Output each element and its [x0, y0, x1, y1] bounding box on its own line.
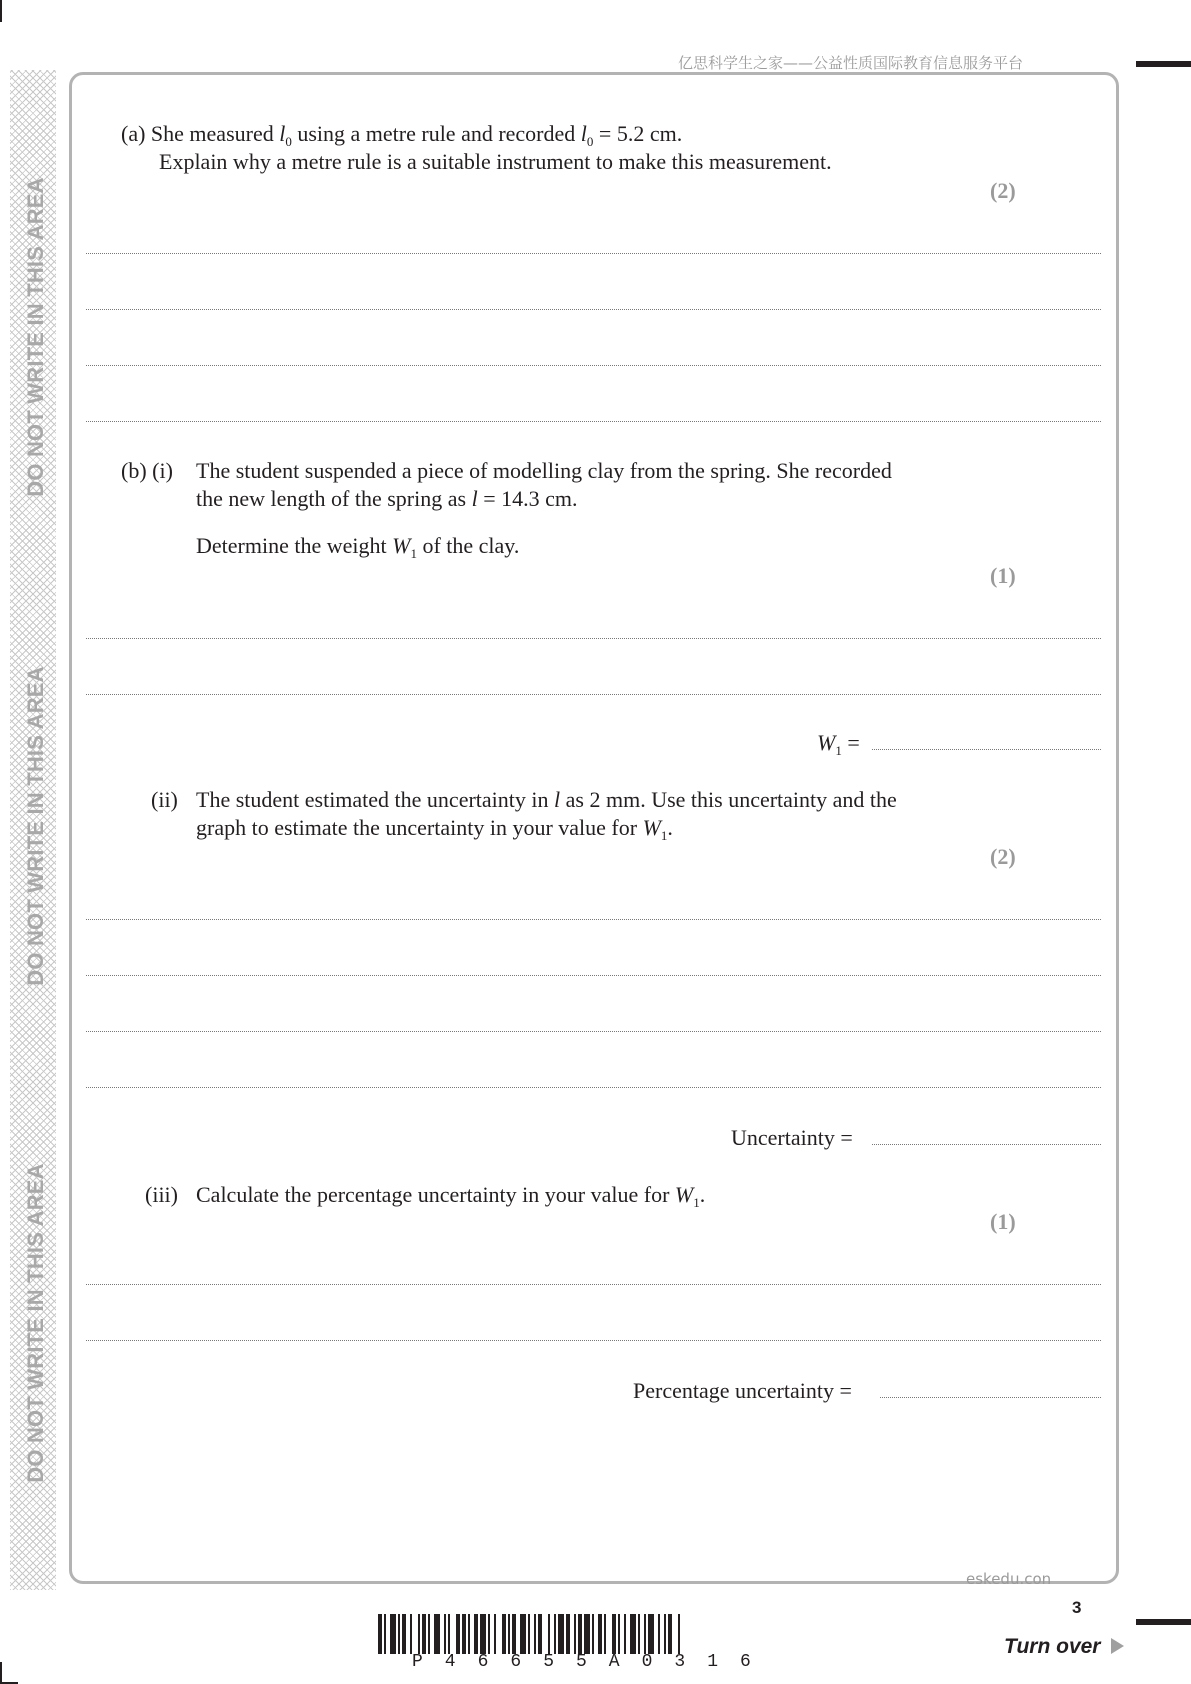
part-b-i-label: (b) (i)	[121, 458, 173, 483]
var-l: l	[471, 486, 478, 511]
barcode-bar	[538, 1614, 542, 1654]
barcode-bar	[658, 1614, 660, 1654]
part-a-label: (a)	[121, 121, 146, 146]
side-warning-middle: DO NOT WRITE IN THIS AREA	[23, 666, 48, 986]
part-b-i-marks: (1)	[990, 563, 1016, 588]
equals-sign: =	[841, 730, 860, 755]
barcode-bar	[448, 1614, 450, 1654]
barcode-bar	[456, 1614, 460, 1654]
subscript-0: 0	[586, 134, 594, 149]
var-l: l	[279, 121, 286, 146]
part-b-i-line1: The student suspended a piece of modelling clay from the spring. She recorded	[196, 458, 892, 483]
barcode-bar	[502, 1614, 506, 1654]
answer-line[interactable]	[86, 694, 1101, 695]
percentage-uncertainty-answer-field[interactable]	[880, 1397, 1101, 1398]
barcode-bar	[630, 1614, 636, 1654]
period: .	[699, 1182, 706, 1207]
barcode-bar	[558, 1614, 564, 1654]
answer-line[interactable]	[86, 309, 1101, 310]
var-W: W	[642, 815, 661, 840]
answer-line[interactable]	[86, 1031, 1101, 1032]
barcode-bar	[584, 1614, 590, 1654]
page-number: 3	[1072, 1598, 1082, 1617]
part-b-ii-line1	[196, 786, 897, 814]
barcode-bar	[648, 1614, 654, 1654]
barcode-bar	[678, 1614, 680, 1654]
part-b-i-line3	[196, 532, 519, 563]
var-W: W	[674, 1182, 694, 1207]
barcode-bar	[592, 1614, 594, 1654]
part-b-i-line2	[196, 485, 577, 513]
answer-line[interactable]	[86, 1340, 1101, 1341]
part-b-ii-label: (ii)	[151, 787, 178, 812]
barcode-bar	[624, 1614, 626, 1654]
barcode-bar	[618, 1614, 620, 1654]
barcode-bar	[428, 1614, 430, 1654]
part-b-ii-text-pre: The student estimated the uncertainty in	[196, 787, 555, 812]
barcode-bar	[402, 1614, 406, 1654]
part-b-i-q-pre: Determine the weight	[196, 533, 393, 558]
subscript-1: 1	[693, 1195, 700, 1210]
barcode-bar	[664, 1614, 666, 1654]
barcode-bar	[644, 1614, 646, 1654]
var-l: l	[580, 121, 587, 146]
subscript-1: 1	[410, 546, 417, 561]
answer-line[interactable]	[86, 1284, 1101, 1285]
var-W: W	[392, 533, 411, 558]
answer-line[interactable]	[86, 638, 1101, 639]
part-a-text-post: = 5.2 cm.	[593, 121, 683, 146]
subscript-1: 1	[660, 828, 668, 843]
part-a-text-mid: using a metre rule and recorded	[291, 121, 581, 146]
edge-bar-bottom	[1136, 1619, 1191, 1625]
barcode-bar	[410, 1614, 412, 1654]
barcode-bar	[488, 1614, 490, 1654]
uncertainty-label: Uncertainty =	[731, 1125, 853, 1150]
barcode-bar	[468, 1614, 470, 1654]
part-b-iii-line1	[196, 1181, 705, 1212]
w1-answer-label	[817, 729, 860, 760]
barcode-bar	[554, 1614, 556, 1654]
barcode-bar	[534, 1614, 536, 1654]
part-b-iii-text-pre: Calculate the percentage uncertainty in your value for	[196, 1182, 675, 1207]
turn-over-arrow-icon	[1111, 1638, 1124, 1654]
subscript-1: 1	[835, 743, 842, 758]
side-warning-bottom: DO NOT WRITE IN THIS AREA	[23, 1163, 48, 1483]
barcode-bar	[528, 1614, 530, 1654]
part-a-text-pre: She measured	[150, 121, 280, 146]
part-a-line2: Explain why a metre rule is a suitable instrument to make this measurement.	[159, 149, 832, 174]
barcode-bar	[578, 1614, 582, 1654]
barcode-bar	[508, 1614, 510, 1654]
answer-line[interactable]	[86, 1087, 1101, 1088]
barcode	[378, 1614, 811, 1654]
eskedu-watermark: eskedu.con	[966, 1570, 1052, 1588]
barcode-number: P46655A0316	[412, 1652, 773, 1672]
barcode-bar	[668, 1614, 672, 1654]
barcode-bar	[462, 1614, 466, 1654]
side-warning-top: DO NOT WRITE IN THIS AREA	[23, 177, 48, 497]
edge-bar-top	[1136, 61, 1191, 67]
barcode-bar	[422, 1614, 426, 1654]
answer-line[interactable]	[86, 421, 1101, 422]
period: .	[667, 815, 673, 840]
barcode-bar	[384, 1614, 386, 1654]
part-b-ii-line2	[196, 814, 673, 845]
part-b-iii-label: (iii)	[145, 1182, 178, 1207]
answer-line[interactable]	[86, 253, 1101, 254]
barcode-bar	[548, 1614, 550, 1654]
subscript-0: 0	[285, 134, 292, 149]
barcode-bar	[638, 1614, 640, 1654]
barcode-bar	[418, 1614, 420, 1654]
var-W: W	[817, 730, 836, 755]
uncertainty-answer-field[interactable]	[872, 1144, 1101, 1145]
part-a-marks: (2)	[990, 178, 1016, 203]
barcode-bar	[434, 1614, 440, 1654]
barcode-bar	[398, 1614, 400, 1654]
barcode-bar	[444, 1614, 446, 1654]
watermark-text: 亿思科学生之家——公益性质国际教育信息服务平台	[678, 54, 1024, 72]
percentage-uncertainty-label: Percentage uncertainty =	[633, 1378, 852, 1403]
part-b-iii-marks: (1)	[990, 1209, 1016, 1234]
var-l: l	[554, 787, 561, 812]
barcode-bar	[520, 1614, 526, 1654]
barcode-bar	[474, 1614, 478, 1654]
part-b-ii-marks: (2)	[990, 844, 1016, 869]
answer-line[interactable]	[86, 365, 1101, 366]
crop-mark	[0, 1662, 2, 1684]
barcode-bar	[390, 1614, 396, 1654]
w1-answer-field[interactable]	[872, 749, 1101, 750]
crop-mark	[0, 0, 2, 22]
turn-over-text: Turn over	[1004, 1635, 1101, 1658]
part-a-line1	[121, 120, 682, 151]
barcode-bar	[598, 1614, 602, 1654]
part-b-i-text-pre: the new length of the spring as	[196, 486, 472, 511]
barcode-bar	[574, 1614, 576, 1654]
answer-line[interactable]	[86, 919, 1101, 920]
part-b-i-text-post: = 14.3 cm.	[477, 486, 578, 511]
part-b-ii-text-post: as 2 mm. Use this uncertainty and the	[560, 787, 897, 812]
part-b-ii-text2-pre: graph to estimate the uncertainty in your value for	[196, 815, 643, 840]
barcode-bar	[612, 1614, 616, 1654]
barcode-bar	[566, 1614, 570, 1654]
barcode-bar	[480, 1614, 486, 1654]
barcode-bar	[378, 1614, 382, 1654]
barcode-bar	[494, 1614, 496, 1654]
part-b-i-q-post: of the clay.	[416, 533, 520, 558]
answer-line[interactable]	[86, 975, 1101, 976]
barcode-bar	[604, 1614, 606, 1654]
barcode-bar	[512, 1614, 516, 1654]
